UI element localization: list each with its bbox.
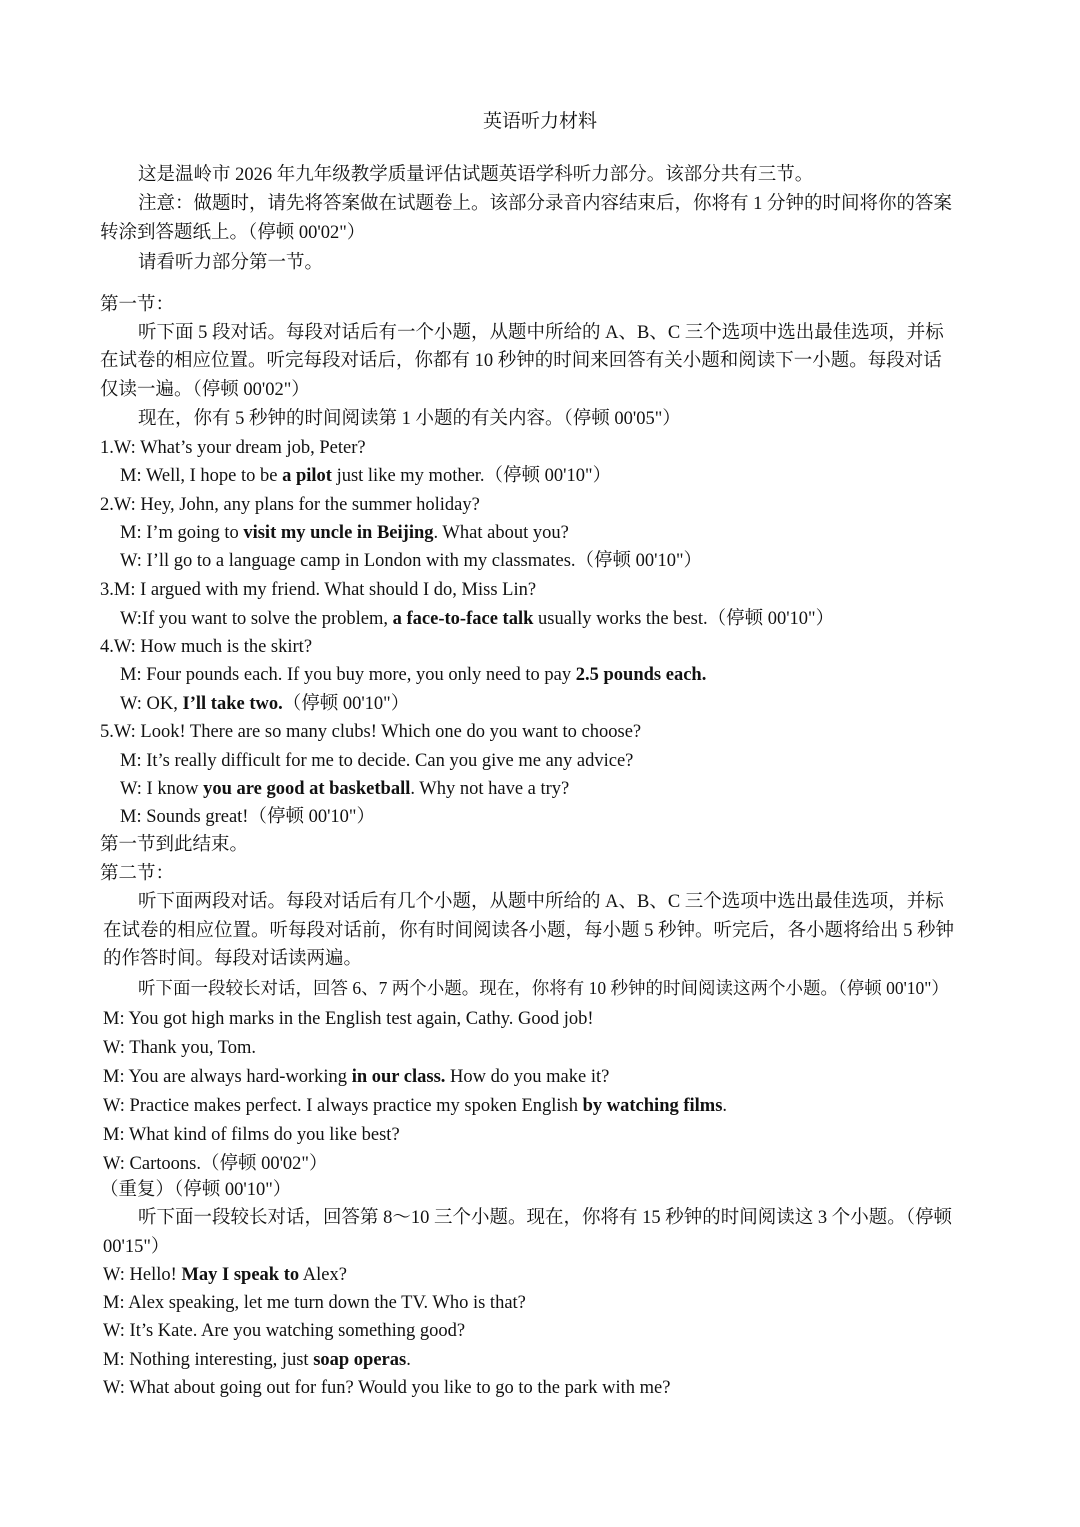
dialogue-1-repeat: （重复）（停顿 00'10"） [100, 1180, 292, 1200]
dialogue-2-line-4: M: Nothing interesting, just soap operas. [103, 1350, 411, 1370]
section-2-instruction-5: 听下面一段较长对话，回答第 8～10 三个小题。现在，你将有 15 秒钟的时间阅读这 3 个小题。（停顿 [138, 1208, 953, 1228]
q2-line-2: M: I’m going to visit my uncle in Beijing. What about you? [120, 523, 569, 543]
q2-line-3: W: I’ll go to a language camp in London with my classmates.（停顿 00'10"） [120, 551, 703, 571]
dialogue-1-line-4: W: Practice makes perfect. I always practice my spoken English by watching films. [103, 1096, 728, 1116]
q3-line-1: 3.M: I argued with my friend. What should I do, Miss Lin? [100, 580, 537, 600]
section-1-instruction-1: 听下面 5 段对话。每段对话后有一个小题，从题中所给的 A、B、C 三个选项中选出最佳选项，并标 [138, 323, 944, 343]
q4-line-1: 4.W: How much is the skirt? [100, 637, 313, 657]
section-2-instruction-1: 听下面两段对话。每段对话后有几个小题，从题中所给的 A、B、C 三个选项中选出最佳选项，并标 [138, 892, 944, 912]
section-2-instruction-3: 的作答时间。每段对话读两遍。 [103, 949, 363, 969]
dialogue-1-line-1: M: You got high marks in the English test again, Cathy. Good job! [103, 1009, 594, 1029]
section-1-instruction-4: 现在，你有 5 秒钟的时间阅读第 1 小题的有关内容。（停顿 00'05"） [138, 409, 681, 429]
document-title: 英语听力材料 [482, 111, 597, 132]
section-1-instruction-3: 仅读一遍。（停顿 00'02"） [100, 380, 310, 400]
section-2-heading: 第二节： [100, 864, 175, 884]
dialogue-2-line-3: W: It’s Kate. Are you watching something good? [103, 1321, 466, 1341]
q5-line-1: 5.W: Look! There are so many clubs! Which one do you want to choose? [100, 722, 642, 742]
dialogue-2-line-1: W: Hello! May I speak to Alex? [103, 1265, 347, 1285]
section-2-instruction-2: 在试卷的相应位置。听每段对话前，你有时间阅读各小题，每小题 5 秒钟。听完后，各小题将给出 5 秒钟 [103, 921, 955, 941]
q3-line-2: W:If you want to solve the problem, a face-to-face talk usually works the best.（停顿 00'10"） [120, 609, 835, 629]
intro-line-2: 注意：做题时，请先将答案做在试题卷上。该部分录音内容结束后，你将有 1 分钟的时间将你的答案 [138, 194, 953, 214]
section-1-instruction-2: 在试卷的相应位置。听完每段对话后，你都有 10 秒钟的时间来回答有关小题和阅读下一小题。每段对话 [100, 351, 942, 371]
q2-line-1: 2.W: Hey, John, any plans for the summer holiday? [100, 495, 480, 515]
q5-line-2: M: It’s really difficult for me to decide. Can you give me any advice? [120, 751, 634, 771]
section-1-heading: 第一节： [100, 295, 175, 315]
q4-line-3: W: OK, I’ll take two.（停顿 00'10"） [120, 694, 410, 714]
section-2-instruction-4: 听下面一段较长对话，回答 6、7 两个小题。现在，你将有 10 秒钟的时间阅读这两个小题。（停顿 00'10"） [138, 978, 949, 998]
dialogue-1-line-5: M: What kind of films do you like best? [103, 1125, 400, 1145]
intro-line-1: 这是温岭市 2026 年九年级教学质量评估试题英语学科听力部分。该部分共有三节。 [138, 165, 814, 185]
q5-line-4: M: Sounds great!（停顿 00'10"） [120, 807, 375, 827]
intro-line-3: 转涂到答题纸上。（停顿 00'02"） [100, 223, 366, 243]
q1-line-2: M: Well, I hope to be a pilot just like my mother.（停顿 00'10"） [120, 466, 612, 486]
dialogue-1-line-2: W: Thank you, Tom. [103, 1038, 257, 1058]
dialogue-2-line-2: M: Alex speaking, let me turn down the TV. Who is that? [103, 1293, 526, 1313]
q5-line-3: W: I know you are good at basketball. Why not have a try? [120, 779, 570, 799]
section-1-end: 第一节到此结束。 [100, 835, 249, 855]
q1-line-1: 1.W: What’s your dream job, Peter? [100, 438, 366, 458]
dialogue-1-line-6: W: Cartoons.（停顿 00'02"） [103, 1154, 328, 1174]
q4-line-2: M: Four pounds each. If you buy more, you only need to pay 2.5 pounds each. [120, 665, 707, 685]
section-2-instruction-6: 00'15"） [103, 1237, 170, 1257]
dialogue-1-line-3: M: You are always hard-working in our class. How do you make it? [103, 1067, 610, 1087]
dialogue-2-line-5: W: What about going out for fun? Would you like to go to the park with me? [103, 1378, 671, 1398]
intro-line-4: 请看听力部分第一节。 [138, 253, 324, 273]
